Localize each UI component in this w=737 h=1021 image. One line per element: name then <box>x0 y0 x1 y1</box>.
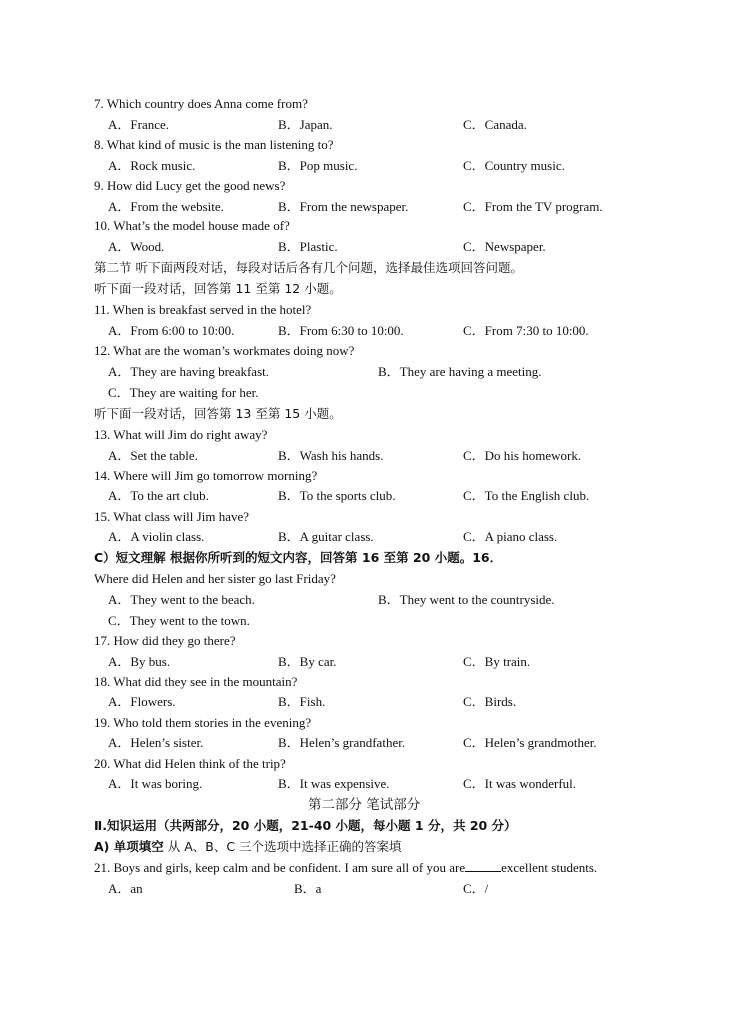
question-9-option-b: B．From the newspaper. <box>278 199 409 214</box>
question-8-option-a: A．Rock music. <box>108 158 196 173</box>
question-8-stem: 8. What kind of music is the man listening to? <box>94 137 334 152</box>
question-9-option-a: A．From the website. <box>108 199 224 214</box>
question-15-option-c: C．A piano class. <box>463 529 558 544</box>
question-19-option-c: C．Helen’s grandmother. <box>463 735 597 750</box>
question-19-option-a: A．Helen’s sister. <box>108 735 204 750</box>
question-18-option-c: C．Birds. <box>463 694 517 709</box>
question-15-option-a: A．A violin class. <box>108 529 205 544</box>
question-7-option-b: B．Japan. <box>278 117 333 132</box>
question-18-option-b: B．Fish. <box>278 694 326 709</box>
question-18-option-a: A．Flowers. <box>108 694 176 709</box>
dialog-2-instruction: 听下面一段对话，回答第 13 至第 15 小题。 <box>94 406 342 421</box>
question-17-option-b: B．By car. <box>278 654 337 669</box>
dialog-1-instruction: 听下面一段对话，回答第 11 至第 12 小题。 <box>94 281 342 296</box>
question-9-stem: 9. How did Lucy get the good news? <box>94 178 286 193</box>
question-19-stem: 19. Who told them stories in the evening? <box>94 715 312 730</box>
question-16-stem: Where did Helen and her sister go last Friday? <box>94 571 336 586</box>
question-11-option-c: C．From 7:30 to 10:00. <box>463 323 589 338</box>
question-14-stem: 14. Where will Jim go tomorrow morning? <box>94 468 318 483</box>
question-17-option-c: C．By train. <box>463 654 531 669</box>
question-20-option-c: C．It was wonderful. <box>463 776 577 791</box>
question-13-option-a: A．Set the table. <box>108 448 198 463</box>
question-8-option-b: B．Pop music. <box>278 158 358 173</box>
section-a-heading <box>94 839 402 855</box>
question-11-option-b: B．From 6:30 to 10:00. <box>278 323 404 338</box>
question-21-option-a: A．an <box>108 881 143 896</box>
question-13-option-b: B．Wash his hands. <box>278 448 384 463</box>
question-20-option-b: B．It was expensive. <box>278 776 390 791</box>
section-a-instruction: 从 A、B、C 三个选项中选择正确的答案填 <box>163 839 402 854</box>
question-11-option-a: A．From 6:00 to 10:00. <box>108 323 235 338</box>
question-15-stem: 15. What class will Jim have? <box>94 509 250 524</box>
section-c-instruction: C）短文理解 根据你所听到的短文内容，回答第 16 至第 20 小题。16． <box>94 550 503 565</box>
question-16-option-c: C．They went to the town. <box>108 613 250 628</box>
question-18-stem: 18. What did they see in the mountain? <box>94 674 298 689</box>
question-12-option-a: A．They are having breakfast. <box>108 364 269 379</box>
section-a-label: A) 单项填空 <box>94 839 164 854</box>
question-10-option-b: B．Plastic. <box>278 239 338 254</box>
question-17-stem: 17. How did they go there? <box>94 633 236 648</box>
question-16-option-a: A．They went to the beach. <box>108 592 255 607</box>
question-9-option-c: C．From the TV program. <box>463 199 603 214</box>
question-21-option-b: B．a <box>294 881 322 896</box>
question-14-option-b: B．To the sports club. <box>278 488 396 503</box>
part-2-title: 第二部分 笔试部分 <box>308 797 421 813</box>
question-12-option-c: C．They are waiting for her. <box>108 385 259 400</box>
question-17-option-a: A．By bus. <box>108 654 171 669</box>
section-2-instruction: 第二节 听下面两段对话，每段对话后各有几个问题，选择最佳选项回答问题。 <box>94 260 523 275</box>
question-7-stem: 7. Which country does Anna come from? <box>94 96 308 111</box>
question-10-stem: 10. What’s the model house made of? <box>94 218 290 233</box>
question-8-option-c: C．Country music. <box>463 158 565 173</box>
question-11-stem: 11. When is breakfast served in the hotel? <box>94 302 312 317</box>
question-20-option-a: A．It was boring. <box>108 776 203 791</box>
question-10-option-c: C．Newspaper. <box>463 239 546 254</box>
question-21-option-c: C．/ <box>463 881 489 896</box>
question-20-stem: 20. What did Helen think of the trip? <box>94 756 286 771</box>
question-13-stem: 13. What will Jim do right away? <box>94 427 268 442</box>
question-21-stem <box>94 860 597 876</box>
question-10-option-a: A．Wood. <box>108 239 165 254</box>
question-21-stem-text: 21. Boys and girls, keep calm and be confident. I am sure all of you are <box>94 860 466 875</box>
question-21-stem-end: excellent students. <box>501 860 598 875</box>
question-12-stem: 12. What are the woman’s workmates doing now? <box>94 343 355 358</box>
answer-blank <box>465 860 501 872</box>
question-14-option-a: A．To the art club. <box>108 488 209 503</box>
part-ii-heading: Ⅱ.知识运用（共两部分，20 小题，21-40 小题，每小题 1 分，共 20 分） <box>94 818 517 833</box>
question-12-option-b: B．They are having a meeting. <box>378 364 542 379</box>
question-15-option-b: B．A guitar class. <box>278 529 374 544</box>
question-7-option-a: A．France. <box>108 117 170 132</box>
question-13-option-c: C．Do his homework. <box>463 448 582 463</box>
question-19-option-b: B．Helen’s grandfather. <box>278 735 406 750</box>
question-14-option-c: C．To the English club. <box>463 488 590 503</box>
question-7-option-c: C．Canada. <box>463 117 527 132</box>
question-16-option-b: B．They went to the countryside. <box>378 592 555 607</box>
